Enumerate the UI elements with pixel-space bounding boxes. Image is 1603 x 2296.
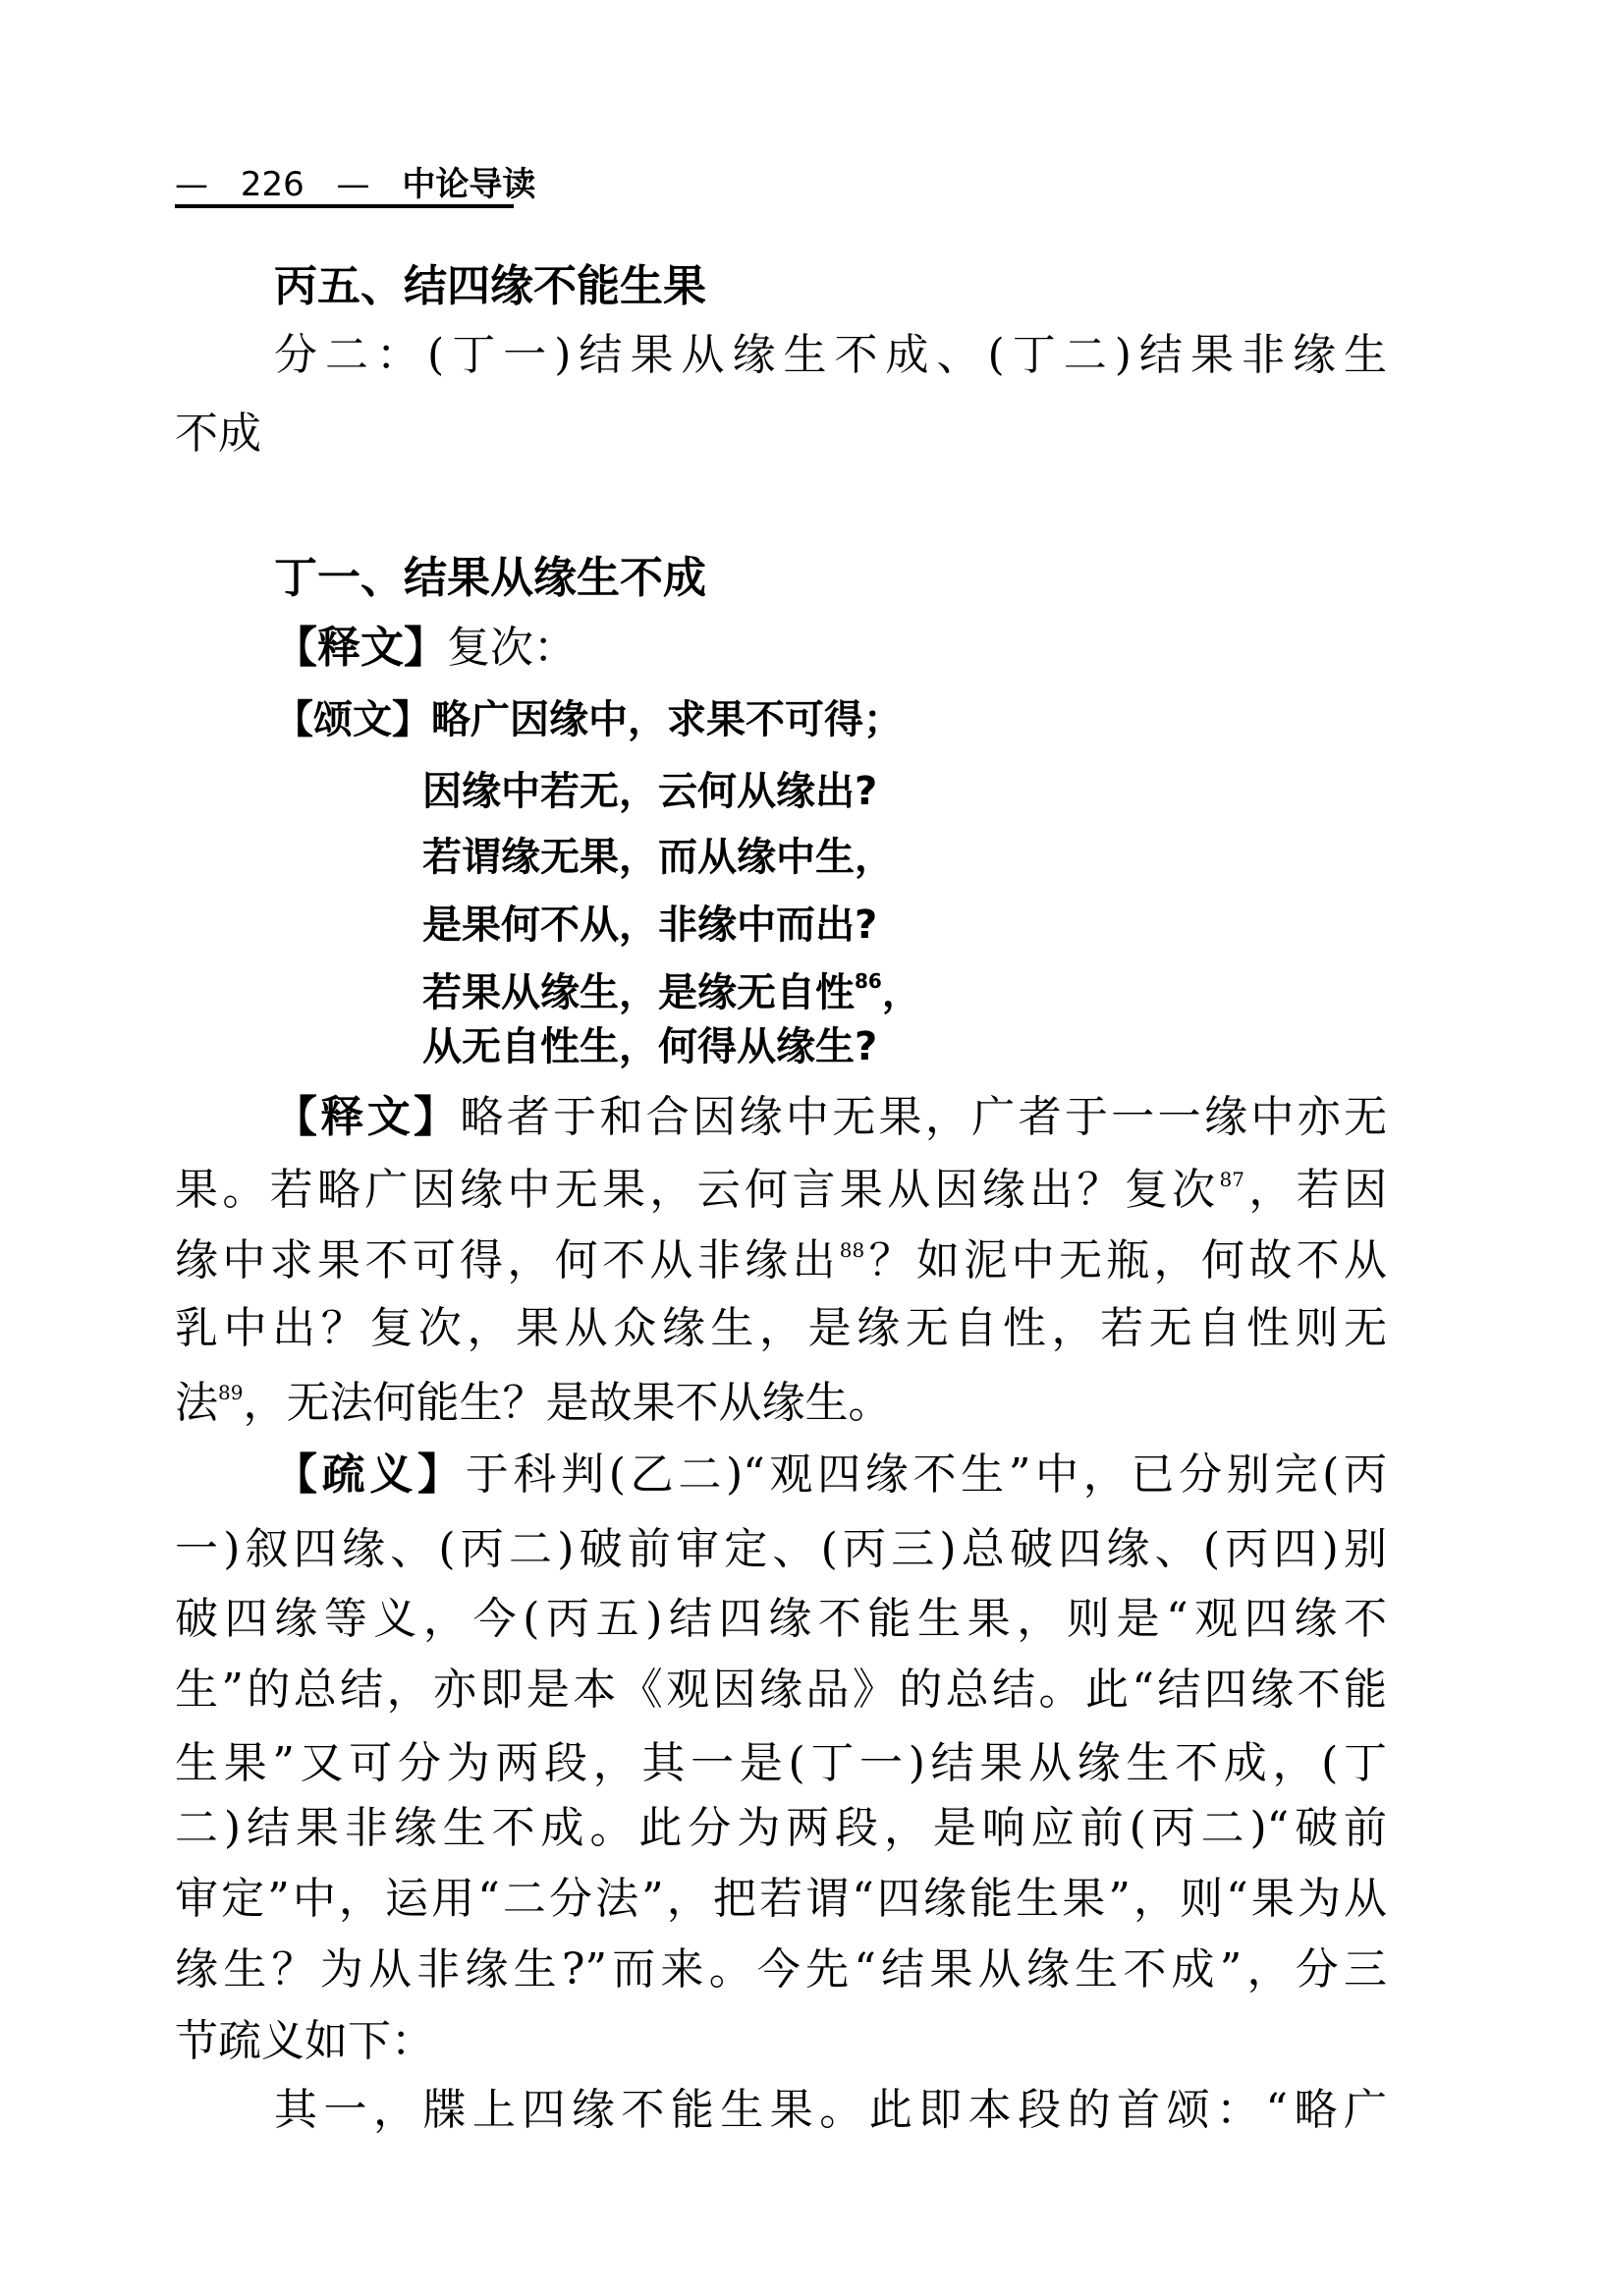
section-label: 【释文】 [274,623,447,673]
text-line [175,1942,1387,1997]
footnote-marker: 86 [855,969,882,993]
verse-line [422,830,894,885]
verse-line [422,764,877,819]
text-line [175,1736,1387,1791]
text-segment: 复次： [447,623,577,673]
text-segment: 分二：(丁一)结果从缘生不成、(丁二)结果非缘生 [274,330,1387,380]
verse-line [422,1019,877,1074]
text-segment: 破四缘等义，今(丙五)结四缘不能生果，则是“观四缘不 [175,1594,1387,1644]
text-segment: 乳中出？复次，果从众缘生，是缘无自性，若无自性则无 [175,1303,1387,1353]
text-line [274,328,1387,383]
header-dash: — [175,165,208,204]
text-segment: 略者于和合因缘中无果，广者于一一缘中亦无 [460,1092,1387,1142]
text-line [175,1801,1387,1856]
text-line [274,621,577,676]
text-segment: 丁一、结果从缘生不成 [274,553,706,603]
section-label: 【颂文】 [274,697,431,742]
book-title: 中论导读 [402,165,536,204]
section-label: 【释文】 [274,1092,461,1142]
text-line [274,2083,1387,2138]
text-segment: ，若因 [1244,1165,1387,1215]
text-segment: 从无自性生，何得从缘生? [422,1024,878,1069]
text-line [175,1872,1387,1927]
text-segment: ？如泥中无瓶，何故不从 [864,1235,1387,1285]
text-segment: 二)结果非缘生不成。此分为两段，是响应前(丙二)“破前 [175,1803,1387,1853]
text-line [175,1522,1387,1577]
running-header [175,157,536,208]
text-segment: 于科判(乙二)“观四缘不生”中，已分别完(丙 [465,1449,1387,1500]
text-segment: 审定”中，运用“二分法”，把若谓“四缘能生果”，则“果为从 [175,1874,1387,1924]
text-segment: 缘中求果不可得，何不从非缘出 [175,1235,840,1285]
text-segment: 因缘中若无，云何从缘出? [422,769,878,814]
text-segment: 一)叙四缘、(丙二)破前审定、(丙三)总破四缘、(丙四)别 [175,1524,1387,1574]
footnote-marker: 89 [218,1381,244,1404]
text-line [175,1663,1387,1718]
text-segment: 节疏义如下： [175,2016,434,2066]
footnote-marker: 88 [839,1238,865,1262]
text-segment: 丙五、结四缘不能生果 [274,261,706,311]
text-segment: 若果从缘生，是缘无自性 [422,970,855,1015]
text-segment: 果。若略广因缘中无果，云何言果从因缘出？复次 [175,1165,1220,1215]
text-segment: 缘生？为从非缘生?”而来。今先“结果从缘生不成”，分三 [175,1944,1387,1995]
text-line [175,1376,891,1431]
text-segment: ，无法何能生？是故果不从缘生。 [243,1378,892,1428]
verse-line [422,898,877,953]
text-segment: 法 [175,1378,218,1428]
section-heading [274,259,706,314]
page-number: 226 [240,165,304,204]
footnote-marker: 87 [1219,1168,1244,1191]
text-segment: 是果何不从，非缘中而出? [422,902,878,948]
text-line [175,407,261,462]
text-segment: 若谓缘无果，而从缘中生， [422,835,894,880]
text-segment: ， [881,970,921,1015]
text-line [274,1090,1387,1145]
text-line [175,2014,434,2069]
section-label: 【疏义】 [274,1449,466,1500]
text-segment: 生”的总结，亦即是本《观因缘品》的总结。此“结四缘不能 [175,1665,1387,1715]
header-dash: — [336,165,370,204]
text-line [175,1163,1387,1218]
verse-line [274,692,903,747]
verse-line [422,965,921,1020]
text-line [175,1301,1387,1356]
text-segment: 不成 [175,409,261,459]
text-line [274,1448,1387,1503]
text-line [175,1233,1387,1288]
section-heading [274,551,706,606]
text-segment: 生果”又可分为两段，其一是(丁一)结果从缘生不成，(丁 [175,1738,1387,1788]
text-line [175,1592,1387,1647]
text-segment: 略广因缘中，求果不可得； [431,697,903,742]
text-segment: 其一，牒上四缘不能生果。此即本段的首颂：“略广 [274,2085,1387,2135]
